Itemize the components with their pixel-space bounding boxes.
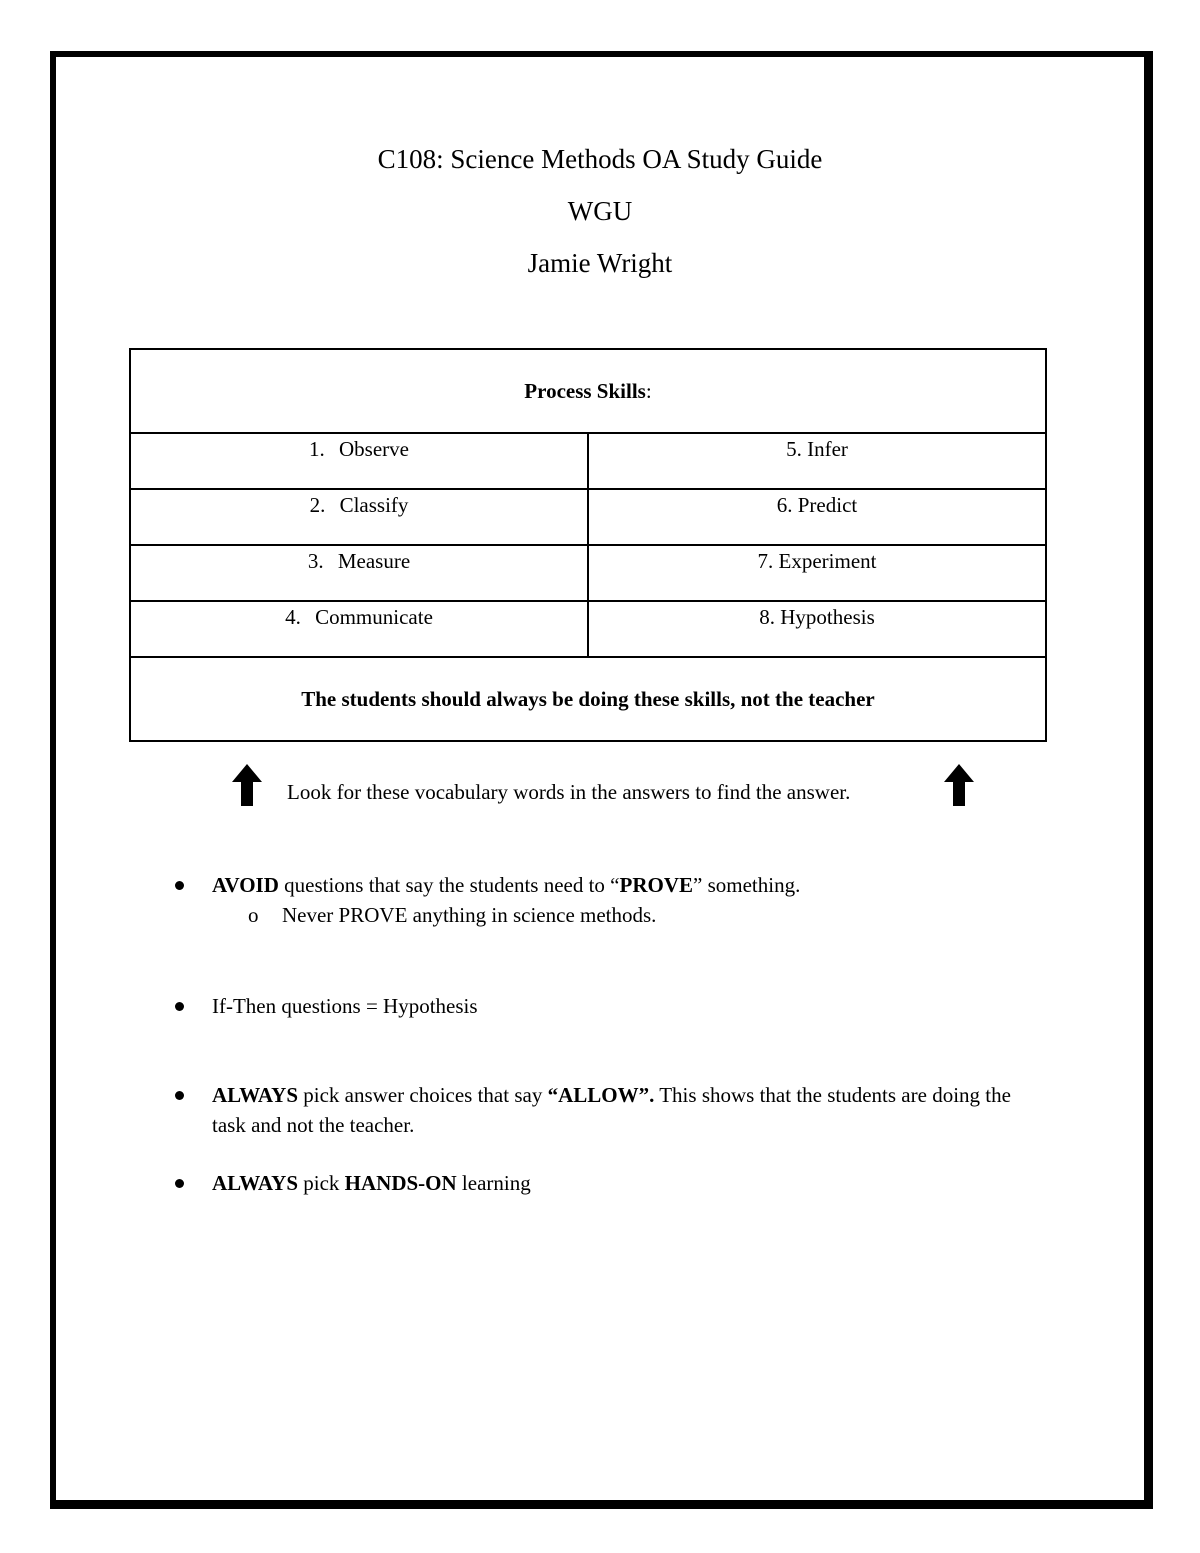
document-title: C108: Science Methods OA Study Guide — [377, 144, 823, 174]
skill-cell: 4. Communicate — [130, 601, 588, 657]
process-skills-table — [129, 348, 1047, 742]
vocab-note-text: Look for these vocabulary words in the answers to find the answer. — [287, 780, 851, 804]
skill-cell: 2. Classify — [130, 489, 588, 545]
table-header-row — [130, 349, 1046, 433]
table-row — [130, 433, 1046, 489]
bullet-icon — [175, 1002, 184, 1011]
skill-cell: 6. Predict — [588, 489, 1046, 545]
bullet-icon — [175, 1091, 184, 1100]
sub-list-item: o Never PROVE anything in science methods. — [248, 903, 657, 927]
skill-cell: 1. Observe — [130, 433, 588, 489]
table-footer-row — [130, 657, 1046, 741]
table-row — [130, 545, 1046, 601]
vocab-note — [0, 760, 1200, 810]
skill-cell: 7. Experiment — [588, 545, 1046, 601]
skill-cell: 5. Infer — [588, 433, 1046, 489]
bullet-icon — [175, 1179, 184, 1188]
bullet-icon — [175, 881, 184, 890]
table-row — [130, 601, 1046, 657]
table-footer: The students should always be doing these skills, not the teacher — [130, 657, 1046, 741]
arrow-up-icon — [230, 762, 264, 808]
skill-cell: 3. Measure — [130, 545, 588, 601]
table-row — [130, 489, 1046, 545]
table-heading: Process Skills: — [130, 349, 1046, 433]
title-block — [0, 140, 1200, 296]
organization: WGU — [567, 196, 633, 226]
skill-cell: 8. Hypothesis — [588, 601, 1046, 657]
arrow-up-icon — [942, 762, 976, 808]
author-name: Jamie Wright — [527, 248, 673, 278]
